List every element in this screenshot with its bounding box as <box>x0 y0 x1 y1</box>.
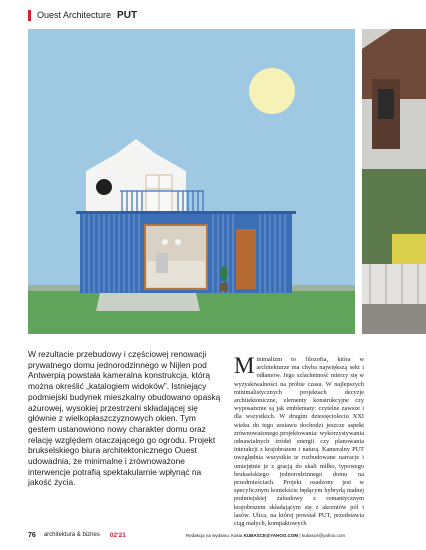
front-path <box>96 293 200 311</box>
street-photo <box>362 29 426 334</box>
fence <box>362 264 426 304</box>
wooden-door <box>236 229 256 289</box>
body-column <box>234 353 364 528</box>
magazine-name: architektura & biznes <box>43 532 100 538</box>
credit-email: kubascé@yahoo.com <box>301 532 346 538</box>
project-title: PUT <box>117 9 138 21</box>
yellow-bin <box>392 234 426 269</box>
interior-floor <box>147 261 205 287</box>
section-title: Ouest Architecture <box>37 10 112 20</box>
drop-cap: M <box>234 353 255 378</box>
page-footer <box>28 530 426 540</box>
lead-paragraph: W rezultacie przebudowy i częściowej renowacji prywatnego domu jednorodzinnego w Nijlen pod Antwerpią powstała kameralna konstrukcja, którą można określić „katalogiem widoków”. Istniejący podmiejski budynek mieszkalny obudowano opaską ażurowej, wysokiej przestrzeni składającej się głównie z wielkopłaszczyznowych okien. Tym gestem ustanowiono nowy charakter domu oraz relację względem otaczającego go ogrodu. Projekt brukselskiego biura architektonicznego Ouest udowadnia, że minimalne i zrównoważone interwencje potrafią spektakularnie wpłynąć na jakość życia. <box>28 349 221 488</box>
facade-beam <box>76 211 296 214</box>
house-illustration <box>28 29 355 334</box>
body-text: inimalizm to filozofia, która w architekturze ma chyba największą sekt i odłamów. Jego szlachetność mierzy się w wyzyskiwalności na próbie czasu. W najlepszych minimalistycznych projektach decyzje architektoniczne, elementy konstrukcyjne czy wyposażenie są jak emblematy: czytelne zawsze i dla wszystkich. W drugim dziesięcioleciu XXI wieku do tego zestawu dochodzi jeszcze aspekt zrównoważonego projektowania: wykorzystywania odnawialnych źródeł energii czy planowania interakcji z krajobrazem i naturą. Kameralny PUT uwzględnia wszystkie te rozbudowane narracje i umiejętnie je z gracją do skali miłko, typowego brukselskiego jednorodzinnego domu na przedmieściach. Projekt osadzony jest w specyficznym kontekście będącym hybrydą małnej podmiejskiej zabudowy z romantycznym krajobrazem składającym się z akcentów pól i lasów. Ulica, na której powstał PUT, przedstawia ciąg małych, kompaktowych <box>234 356 364 528</box>
photo-drawing <box>362 29 426 334</box>
section-marker <box>28 10 31 21</box>
page-number: 76 <box>28 531 36 539</box>
interior-cabinet <box>156 253 168 273</box>
page-header <box>28 8 137 22</box>
sun <box>249 68 295 114</box>
credit-name: KUBASCE@YAHOO.COM <box>243 532 299 538</box>
round-window <box>96 179 112 195</box>
pavement <box>362 304 426 334</box>
house-window <box>378 89 394 119</box>
issue-number: 02'21 <box>109 531 126 539</box>
house-drawing <box>28 29 355 334</box>
editor-credit: Redakcja na wydaniu: Kasia KUBASCE@YAHOO.COM | kubascé@yahoo.com <box>185 532 346 538</box>
credit-label: Redakcja na wydaniu: Kasia <box>185 532 243 538</box>
